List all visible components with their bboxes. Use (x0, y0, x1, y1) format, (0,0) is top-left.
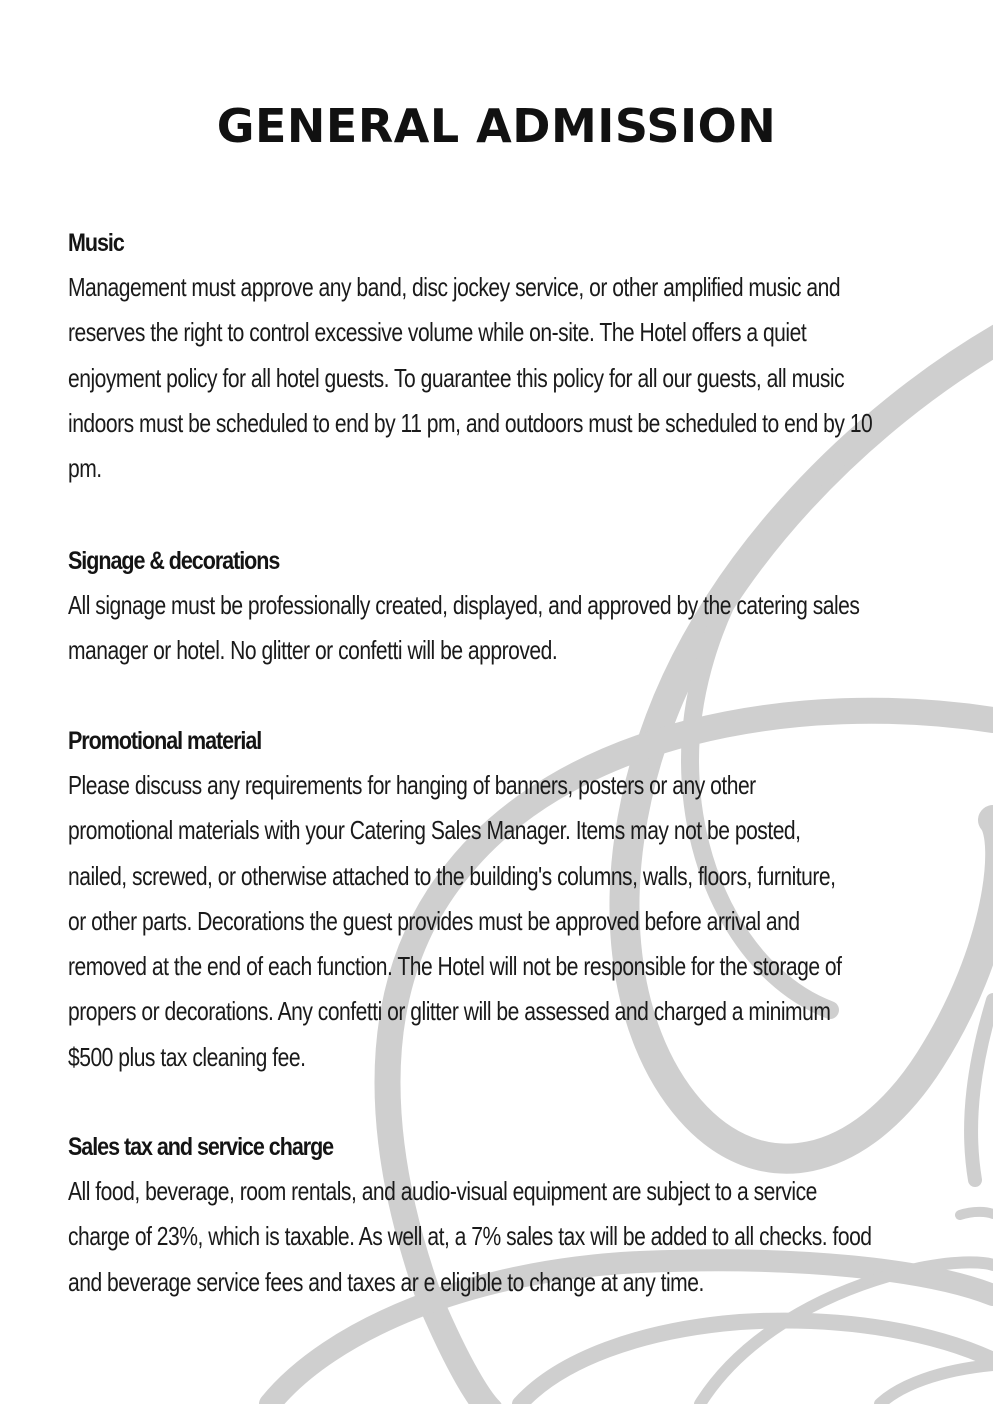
body-line: and beverage service fees and taxes ar e eligible to change at any time. (68, 1266, 704, 1297)
section-signage-decorations (68, 544, 938, 674)
body-line: pm. (68, 453, 102, 484)
section-body (68, 583, 938, 674)
section-sales-tax-service-charge (68, 1130, 938, 1305)
body-line: charge of 23%, which is taxable. As well at, a 7% sales tax will be added to all checks. food (68, 1221, 872, 1252)
body-line: indoors must be scheduled to end by 11 pm, and outdoors must be scheduled to end by 10 (68, 407, 873, 438)
section-body (68, 265, 938, 491)
body-line: reserves the right to control excessive volume while on-site. The Hotel offers a quiet (68, 317, 807, 348)
section-body (68, 763, 938, 1080)
body-line: nailed, screwed, or otherwise attached to the building's columns, walls, floors, furniture, (68, 860, 836, 891)
body-line: propers or decorations. Any confetti or glitter will be assessed and charged a minimum (68, 996, 831, 1027)
body-line: enjoyment policy for all hotel guests. To guarantee this policy for all our guests, all music (68, 362, 845, 393)
body-line: Please discuss any requirements for hanging of banners, posters or any other (68, 770, 756, 800)
body-line: $500 plus tax cleaning fee. (68, 1041, 306, 1072)
section-heading: Music (68, 229, 124, 257)
section-heading: Signage & decorations (68, 547, 280, 575)
section-music (68, 226, 938, 491)
section-heading: Promotional material (68, 727, 262, 755)
body-line: manager or hotel. No glitter or confetti will be approved. (68, 635, 558, 666)
page-title: GENERAL ADMISSION (216, 99, 777, 153)
body-line: removed at the end of each function. The Hotel will not be responsible for the storage of (68, 951, 842, 982)
section-heading: Sales tax and service charge (68, 1133, 334, 1161)
body-line: promotional materials with your Catering Sales Manager. Items may not be posted, (68, 815, 801, 846)
body-line: Management must approve any band, disc jockey service, or other amplified music and (68, 272, 841, 302)
section-promotional-material (68, 724, 938, 1080)
body-line: All food, beverage, room rentals, and audio-visual equipment are subject to a service (68, 1176, 817, 1206)
section-body (68, 1169, 938, 1305)
body-line: All signage must be professionally created, displayed, and approved by the catering sales (68, 590, 860, 620)
body-line: or other parts. Decorations the guest provides must be approved before arrival and (68, 905, 800, 936)
